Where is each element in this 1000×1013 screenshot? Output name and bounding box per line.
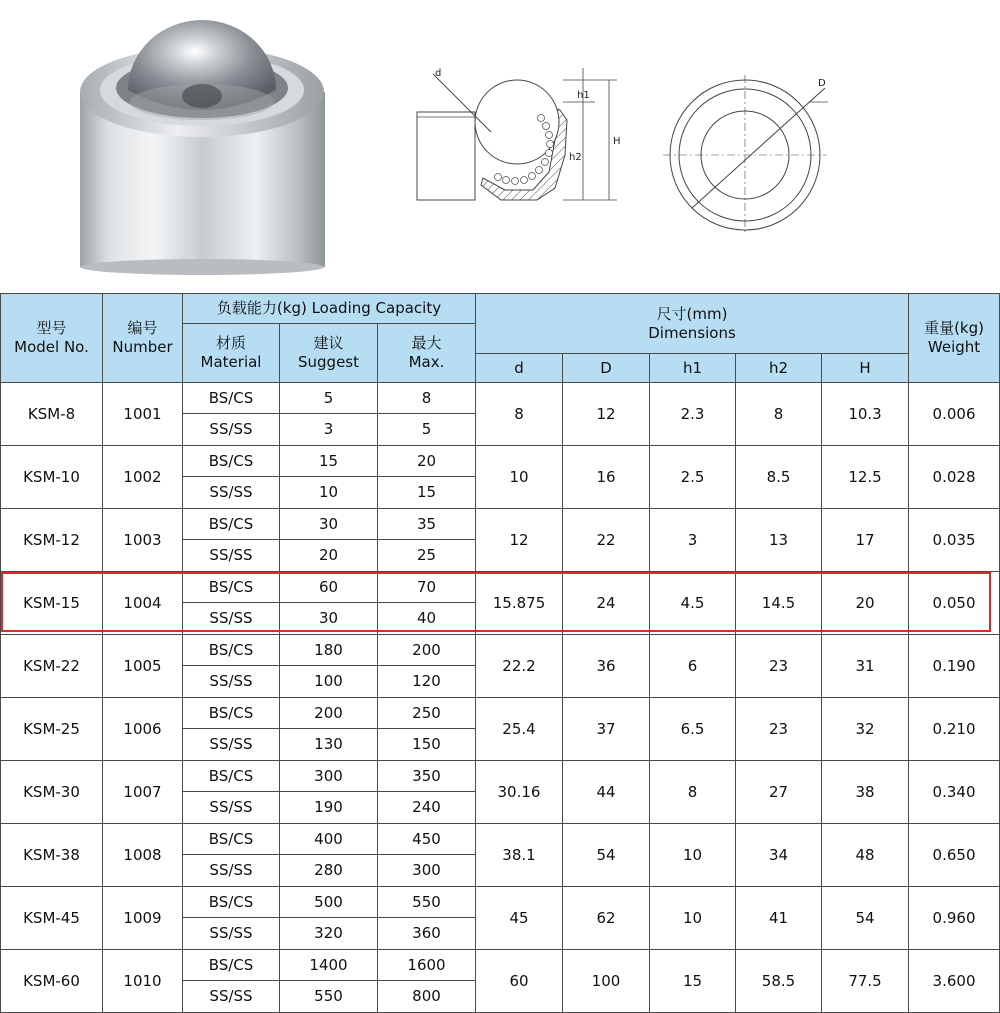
table-row — [1, 824, 1000, 855]
cell-suggest: 320 — [280, 918, 378, 950]
cell-model: KSM-22 — [1, 635, 103, 698]
cell-D: 62 — [563, 887, 650, 950]
cell-d: 15.875 — [476, 572, 563, 635]
cell-material: BS/CS — [183, 887, 280, 918]
cell-h2: 13 — [736, 509, 822, 572]
cell-material: SS/SS — [183, 981, 280, 1013]
header-loading-capacity: 负载能力(kg) Loading Capacity — [183, 294, 476, 324]
cell-h2: 23 — [736, 698, 822, 761]
header-suggest-en: Suggest — [298, 353, 359, 371]
cell-model: KSM-30 — [1, 761, 103, 824]
cell-H: 12.5 — [822, 446, 909, 509]
label-D: D — [818, 78, 826, 89]
cell-number: 1010 — [103, 950, 183, 1013]
cell-max: 8 — [378, 383, 476, 414]
cell-material: SS/SS — [183, 603, 280, 635]
cell-material: BS/CS — [183, 761, 280, 792]
cell-max: 250 — [378, 698, 476, 729]
cell-model: KSM-10 — [1, 446, 103, 509]
cell-material: SS/SS — [183, 729, 280, 761]
cell-D: 37 — [563, 698, 650, 761]
cell-model: KSM-38 — [1, 824, 103, 887]
cell-suggest: 190 — [280, 792, 378, 824]
header-weight — [909, 294, 1000, 383]
cell-number: 1006 — [103, 698, 183, 761]
header-weight-en: Weight — [927, 338, 981, 356]
cell-h1: 3 — [650, 509, 736, 572]
header-h1: h1 — [650, 354, 736, 383]
cell-max: 20 — [378, 446, 476, 477]
cell-h2: 23 — [736, 635, 822, 698]
cell-material: BS/CS — [183, 635, 280, 666]
cell-max: 25 — [378, 540, 476, 572]
cell-suggest: 180 — [280, 635, 378, 666]
cell-d: 12 — [476, 509, 563, 572]
cell-max: 5 — [378, 414, 476, 446]
cell-d: 45 — [476, 887, 563, 950]
cell-suggest: 30 — [280, 509, 378, 540]
cell-max: 550 — [378, 887, 476, 918]
header-model-cn: 型号 — [36, 319, 67, 338]
cell-material: BS/CS — [183, 383, 280, 414]
cell-d: 8 — [476, 383, 563, 446]
header-D: D — [563, 354, 650, 383]
table-row — [1, 635, 1000, 666]
cell-material: SS/SS — [183, 792, 280, 824]
header-model-en: Model No. — [14, 338, 89, 356]
cell-model: KSM-25 — [1, 698, 103, 761]
cell-h2: 27 — [736, 761, 822, 824]
cell-suggest: 60 — [280, 572, 378, 603]
cell-suggest: 5 — [280, 383, 378, 414]
cell-max: 70 — [378, 572, 476, 603]
cell-number: 1005 — [103, 635, 183, 698]
cell-number: 1003 — [103, 509, 183, 572]
cell-h1: 8 — [650, 761, 736, 824]
cell-number: 1008 — [103, 824, 183, 887]
header-h2: h2 — [736, 354, 822, 383]
cell-d: 60 — [476, 950, 563, 1013]
cell-suggest: 500 — [280, 887, 378, 918]
cell-d: 22.2 — [476, 635, 563, 698]
cell-d: 30.16 — [476, 761, 563, 824]
cell-d: 38.1 — [476, 824, 563, 887]
cell-material: BS/CS — [183, 509, 280, 540]
header-max-cn: 最大 — [411, 334, 442, 353]
cell-max: 300 — [378, 855, 476, 887]
header-number-en: Number — [112, 338, 173, 356]
cell-suggest: 130 — [280, 729, 378, 761]
header-dimensions-cn: 尺寸(mm) — [656, 304, 728, 323]
cell-h1: 2.5 — [650, 446, 736, 509]
cell-D: 36 — [563, 635, 650, 698]
cell-H: 17 — [822, 509, 909, 572]
cell-weight: 0.050 — [909, 572, 1000, 635]
label-h2: h2 — [569, 152, 582, 163]
cell-material: SS/SS — [183, 918, 280, 950]
cell-h1: 6.5 — [650, 698, 736, 761]
header-number-cn: 编号 — [127, 319, 158, 338]
header-number — [103, 294, 183, 383]
cell-max: 120 — [378, 666, 476, 698]
header-max-en: Max. — [408, 353, 445, 371]
cell-H: 10.3 — [822, 383, 909, 446]
cell-D: 22 — [563, 509, 650, 572]
cell-suggest: 20 — [280, 540, 378, 572]
table-row — [1, 572, 1000, 603]
cell-number: 1009 — [103, 887, 183, 950]
cell-weight: 0.960 — [909, 887, 1000, 950]
cell-h2: 58.5 — [736, 950, 822, 1013]
cell-H: 48 — [822, 824, 909, 887]
cell-H: 32 — [822, 698, 909, 761]
cell-H: 38 — [822, 761, 909, 824]
label-H: H — [613, 136, 621, 147]
cell-weight: 0.028 — [909, 446, 1000, 509]
label-d: d — [435, 68, 442, 79]
cell-max: 360 — [378, 918, 476, 950]
cell-max: 40 — [378, 603, 476, 635]
cell-H: 20 — [822, 572, 909, 635]
cell-model: KSM-12 — [1, 509, 103, 572]
cell-D: 100 — [563, 950, 650, 1013]
cell-weight: 0.006 — [909, 383, 1000, 446]
cell-D: 16 — [563, 446, 650, 509]
cell-D: 44 — [563, 761, 650, 824]
header-H: H — [822, 354, 909, 383]
cell-h2: 34 — [736, 824, 822, 887]
cell-h1: 10 — [650, 824, 736, 887]
cell-number: 1004 — [103, 572, 183, 635]
cell-number: 1001 — [103, 383, 183, 446]
header-material-cn: 材质 — [215, 334, 246, 353]
cell-material: SS/SS — [183, 414, 280, 446]
header-material-en: Material — [200, 353, 262, 371]
cell-suggest: 100 — [280, 666, 378, 698]
cell-material: SS/SS — [183, 540, 280, 572]
table-row — [1, 887, 1000, 918]
cell-suggest: 280 — [280, 855, 378, 887]
table-row — [1, 383, 1000, 414]
cell-h1: 4.5 — [650, 572, 736, 635]
cell-weight: 0.340 — [909, 761, 1000, 824]
cell-model: KSM-8 — [1, 383, 103, 446]
cell-model: KSM-60 — [1, 950, 103, 1013]
cell-suggest: 3 — [280, 414, 378, 446]
cell-max: 200 — [378, 635, 476, 666]
cell-D: 54 — [563, 824, 650, 887]
cell-max: 350 — [378, 761, 476, 792]
cell-material: SS/SS — [183, 477, 280, 509]
cell-material: BS/CS — [183, 572, 280, 603]
cell-suggest: 1400 — [280, 950, 378, 981]
cell-h1: 2.3 — [650, 383, 736, 446]
cell-suggest: 30 — [280, 603, 378, 635]
table-row — [1, 509, 1000, 540]
cell-h1: 15 — [650, 950, 736, 1013]
cell-material: BS/CS — [183, 698, 280, 729]
header-max — [378, 324, 476, 383]
cell-suggest: 15 — [280, 446, 378, 477]
cell-model: KSM-45 — [1, 887, 103, 950]
header-material — [183, 324, 280, 383]
table-row — [1, 698, 1000, 729]
cell-weight: 0.210 — [909, 698, 1000, 761]
cell-max: 35 — [378, 509, 476, 540]
header-dimensions-en: Dimensions — [648, 323, 736, 342]
cell-max: 150 — [378, 729, 476, 761]
cell-d: 10 — [476, 446, 563, 509]
cell-D: 12 — [563, 383, 650, 446]
cross-section-drawing — [405, 60, 645, 220]
cell-D: 24 — [563, 572, 650, 635]
cell-number: 1007 — [103, 761, 183, 824]
header-weight-cn: 重量(kg) — [924, 319, 984, 338]
cell-number: 1002 — [103, 446, 183, 509]
cell-material: BS/CS — [183, 824, 280, 855]
cell-material: BS/CS — [183, 446, 280, 477]
table-row — [1, 950, 1000, 981]
cell-h1: 10 — [650, 887, 736, 950]
cell-max: 450 — [378, 824, 476, 855]
cell-h2: 14.5 — [736, 572, 822, 635]
specification-table — [0, 293, 1000, 1013]
cell-material: SS/SS — [183, 666, 280, 698]
table-body — [1, 383, 1000, 1013]
cell-h2: 8.5 — [736, 446, 822, 509]
cell-suggest: 550 — [280, 981, 378, 1013]
header-dimensions — [476, 294, 909, 354]
top-view-drawing — [660, 60, 840, 235]
cell-H: 31 — [822, 635, 909, 698]
header-suggest-cn: 建议 — [313, 334, 344, 353]
cell-max: 15 — [378, 477, 476, 509]
cell-h2: 8 — [736, 383, 822, 446]
cell-d: 25.4 — [476, 698, 563, 761]
cell-weight: 0.035 — [909, 509, 1000, 572]
cell-material: SS/SS — [183, 855, 280, 887]
table-row — [1, 446, 1000, 477]
cell-model: KSM-15 — [1, 572, 103, 635]
cell-suggest: 10 — [280, 477, 378, 509]
cell-weight: 0.650 — [909, 824, 1000, 887]
header-suggest — [280, 324, 378, 383]
label-h1: h1 — [577, 90, 590, 101]
cell-weight: 0.190 — [909, 635, 1000, 698]
table-row — [1, 761, 1000, 792]
header-d: d — [476, 354, 563, 383]
ball-transfer-unit-photo — [70, 20, 335, 275]
cell-H: 77.5 — [822, 950, 909, 1013]
cell-max: 1600 — [378, 950, 476, 981]
cell-H: 54 — [822, 887, 909, 950]
product-illustration-area — [0, 0, 1000, 292]
cell-suggest: 200 — [280, 698, 378, 729]
header-model — [1, 294, 103, 383]
cell-h1: 6 — [650, 635, 736, 698]
cell-max: 240 — [378, 792, 476, 824]
cell-material: BS/CS — [183, 950, 280, 981]
cell-h2: 41 — [736, 887, 822, 950]
cell-weight: 3.600 — [909, 950, 1000, 1013]
cell-suggest: 300 — [280, 761, 378, 792]
cell-max: 800 — [378, 981, 476, 1013]
cell-suggest: 400 — [280, 824, 378, 855]
